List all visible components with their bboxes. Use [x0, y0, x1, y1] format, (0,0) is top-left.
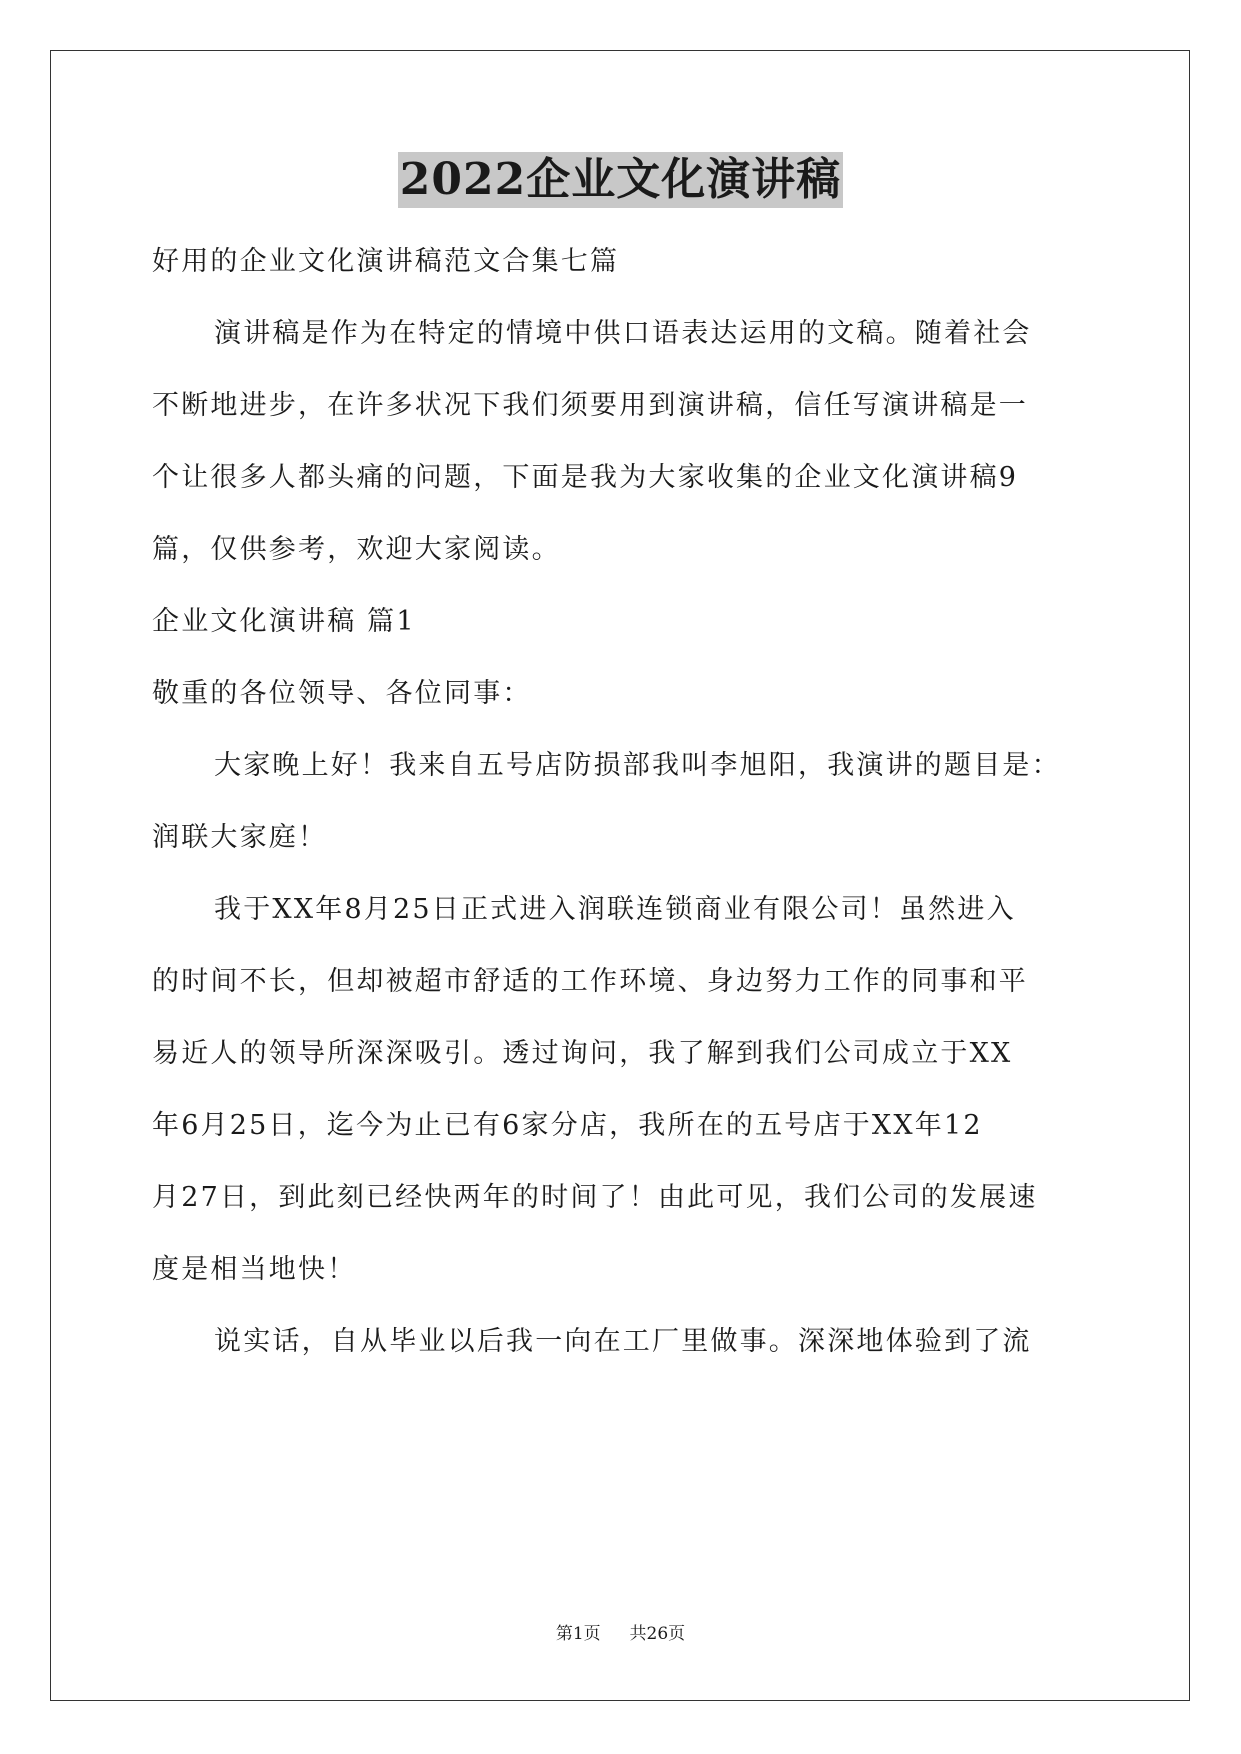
paragraph-line: 月27日，到此刻已经快两年的时间了！由此可见，我们公司的发展速	[152, 1182, 1038, 1213]
paragraph-line: 不断地进步，在许多状况下我们须要用到演讲稿，信任写演讲稿是一	[152, 390, 1028, 421]
paragraph-line: 度是相当地快！	[152, 1254, 357, 1285]
paragraph-line: 年6月25日，迄今为止已有6家分店，我所在的五号店于XX年12	[152, 1110, 983, 1141]
paragraph-line: 易近人的领导所深深吸引。透过询问，我了解到我们公司成立于XX	[152, 1038, 1013, 1069]
paragraph-line: 的时间不长，但却被超市舒适的工作环境、身边努力工作的同事和平	[152, 966, 1028, 997]
paragraph-line: 个让很多人都头痛的问题，下面是我为大家收集的企业文化演讲稿9	[152, 462, 1019, 493]
paragraph-line: 润联大家庭！	[152, 822, 328, 853]
page-border	[50, 50, 1190, 1701]
salutation-line: 敬重的各位领导、各位同事：	[152, 678, 532, 709]
section-heading: 企业文化演讲稿 篇1	[152, 606, 416, 637]
title-container	[0, 152, 1241, 208]
paragraph-line: 我于XX年8月25日正式进入润联连锁商业有限公司！虽然进入	[214, 894, 1016, 925]
page-footer	[0, 1622, 1241, 1646]
paragraph-line: 说实话，自从毕业以后我一向在工厂里做事。深深地体验到了流	[214, 1326, 1032, 1357]
subtitle-line: 好用的企业文化演讲稿范文合集七篇	[152, 246, 620, 277]
paragraph-line: 演讲稿是作为在特定的情境中供口语表达运用的文稿。随着社会	[214, 318, 1032, 349]
page-total: 共26页	[629, 1624, 686, 1644]
paragraph-line: 篇，仅供参考，欢迎大家阅读。	[152, 534, 561, 565]
paragraph-line: 大家晚上好！我来自五号店防损部我叫李旭阳，我演讲的题目是：	[214, 750, 1061, 781]
page-number: 第1页	[555, 1624, 601, 1644]
document-title: 2022企业文化演讲稿	[398, 152, 843, 208]
